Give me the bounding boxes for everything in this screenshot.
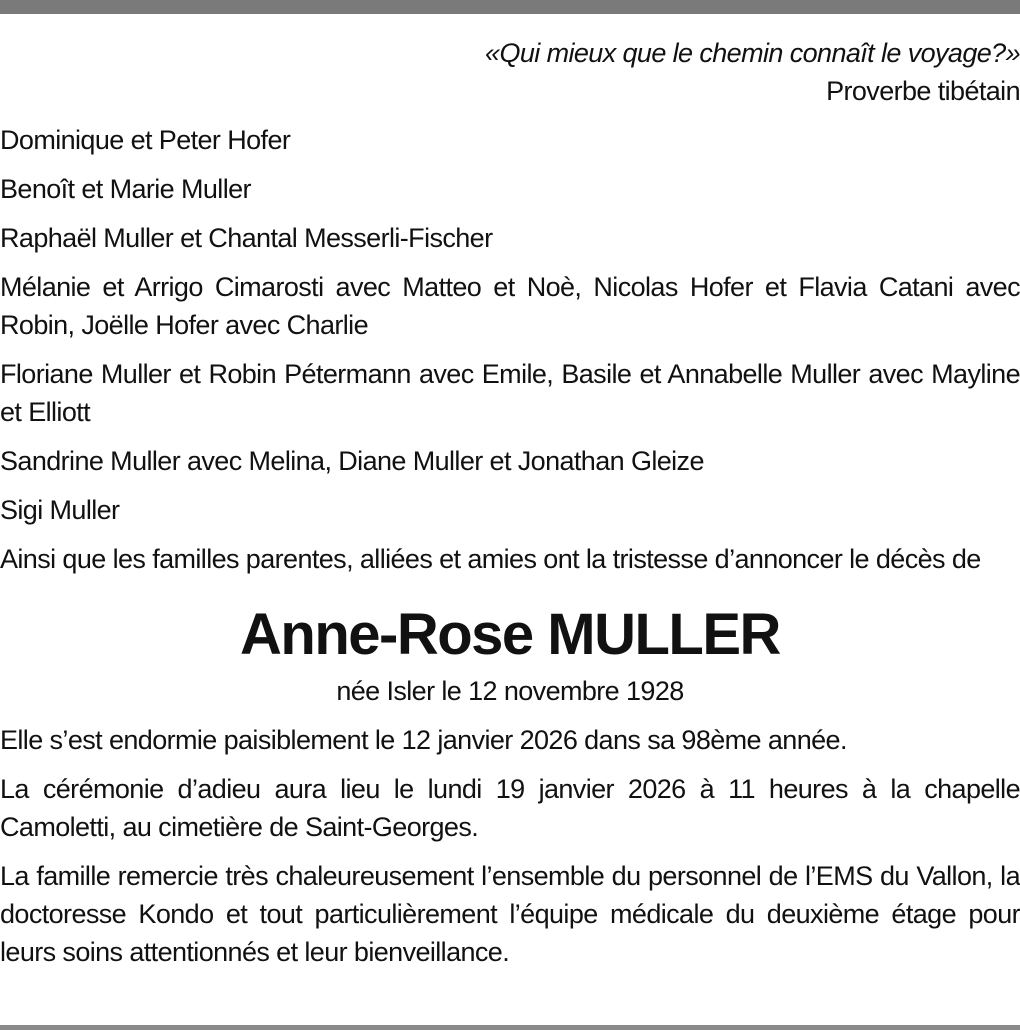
family-line: Sandrine Muller avec Melina, Diane Muller et Jonathan Gleize xyxy=(0,446,704,476)
birth-line: née Isler le 12 novembre 1928 xyxy=(336,676,684,706)
family-line: Sigi Muller xyxy=(0,495,120,525)
thanks-text: La famille remercie très chaleureusement l’ensemble du personnel de l’EMS du Vallon, la doctoresse Kondo et tout particulièrement l’équipe médicale du deuxième étage pour leurs soins attentionnés et leur bienveillance. xyxy=(0,861,1020,967)
epigraph-source: Proverbe tibétain xyxy=(826,76,1020,106)
family-line: Dominique et Peter Hofer xyxy=(0,125,291,155)
obituary-notice xyxy=(0,34,1020,982)
announcement-text: Ainsi que les familles parentes, alliées et amies ont la tristesse d’annoncer le décès de xyxy=(0,544,981,574)
top-rule xyxy=(0,0,1020,14)
ceremony-text: La cérémonie d’adieu aura lieu le lundi 19 janvier 2026 à 11 heures à la chapelle Camoletti, au cimetière de Saint-Georges. xyxy=(0,774,1020,842)
death-text: Elle s’est endormie paisiblement le 12 janvier 2026 dans sa 98ème année. xyxy=(0,725,847,755)
family-line: Mélanie et Arrigo Cimarosti avec Matteo et Noè, Nicolas Hofer et Flavia Catani avec Robin, Joëlle Hofer avec Charlie xyxy=(0,272,1020,340)
bottom-rule xyxy=(0,1025,1020,1030)
family-line: Benoît et Marie Muller xyxy=(0,174,251,204)
deceased-name: Anne-Rose MULLER xyxy=(240,602,780,667)
family-line: Raphaël Muller et Chantal Messerli-Fischer xyxy=(0,223,493,253)
epigraph-quote: «Qui mieux que le chemin connaît le voyage?» xyxy=(485,38,1020,68)
family-line: Floriane Muller et Robin Pétermann avec Emile, Basile et Annabelle Muller avec Mayline et Elliott xyxy=(0,359,1020,427)
